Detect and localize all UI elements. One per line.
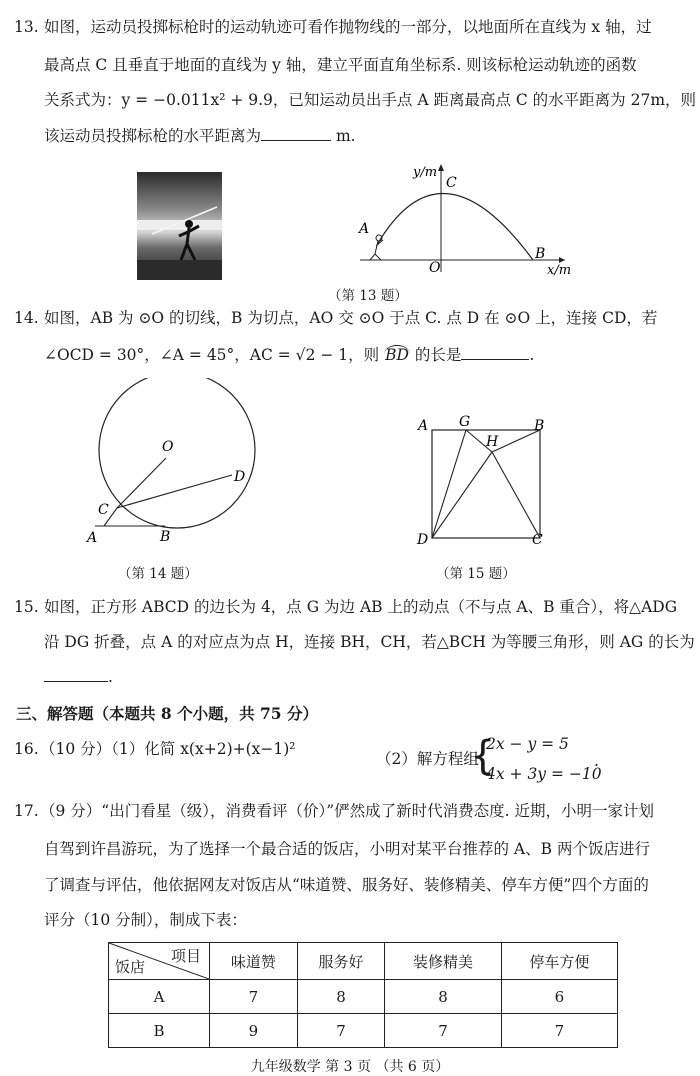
point-g-label: G (459, 414, 471, 430)
table-row (109, 1014, 618, 1048)
q17-line-4: 评分（10 分制），制成下表： (44, 911, 247, 929)
q13-line-4 (44, 125, 356, 147)
table-cell: 7 (385, 1014, 501, 1048)
table-header-row (109, 943, 618, 980)
q17-line-1: （9 分）“出门看星（级），消费看评（价）”俨然成了新时代消费态度. 近期，小明一家计划 (40, 802, 654, 820)
parabola-curve (377, 194, 533, 260)
q14-answer-blank[interactable] (461, 344, 529, 360)
table-header: 装修精美 (385, 943, 501, 980)
table-row (109, 980, 618, 1014)
equation-system-brace: { (470, 733, 496, 779)
q15-square-figure (410, 412, 560, 552)
q13-caption: （第 13 题） (328, 288, 408, 304)
q13-line-2: 最高点 C 且垂直于地面的直线为 y 轴，建立平面直角坐标系. 则该标枪运动轨迹的函数 (44, 56, 637, 74)
q14-line-2-tail: 的长是 (409, 346, 462, 364)
q13-number: 13. (14, 18, 39, 36)
q13-answer-blank[interactable] (261, 125, 331, 141)
corner-top-label: 项目 (170, 947, 201, 965)
point-b-label: B (160, 529, 171, 545)
q15-number: 15. (14, 598, 39, 616)
point-c-label: C (446, 175, 457, 191)
point-d-label: D (234, 469, 246, 485)
q14-line-2-text: ∠OCD = 30°，∠A = 45°，AC = √2 − 1，则 (44, 346, 385, 364)
q14-caption: （第 14 题） (118, 566, 198, 582)
q14-number: 14. (14, 309, 39, 327)
q16-equation-2: 4x + 3y = −10 (486, 765, 602, 783)
table-cell: 8 (385, 980, 501, 1014)
table-header: 停车方便 (501, 943, 617, 980)
q14-line-2 (44, 344, 534, 366)
q15-caption: （第 15 题） (436, 566, 516, 582)
point-c-label: C (98, 502, 109, 518)
table-header: 服务好 (297, 943, 385, 980)
section-heading: 三、解答题（本题共 8 个小题，共 75 分） (16, 704, 318, 723)
q13-line-4-text: 该运动员投掷标枪的水平距离为 (44, 127, 262, 145)
circle-o (99, 378, 255, 528)
q15-line-1: 如图，正方形 ABCD 的边长为 4，点 G 为边 AB 上的动点（不与点 A、B 重合），将△ADG (44, 598, 678, 616)
q15-period: . (108, 668, 113, 686)
point-d-label: D (417, 532, 429, 548)
q16-number: 16. (14, 740, 39, 758)
page-footer: 九年级数学 第 3 页 （共 6 页） (250, 1059, 450, 1075)
q14-line-1: 如图，AB 为 ⊙O 的切线，B 为切点，AO 交 ⊙O 于点 C. 点 D 在 ⊙O 上，连接 CD，若 (44, 309, 658, 327)
q15-answer-blank[interactable] (44, 666, 108, 682)
point-h-label: H (486, 434, 499, 450)
table-cell: 7 (501, 1014, 617, 1048)
point-a-label: A (359, 221, 370, 237)
q13-parabola-graph (355, 160, 575, 280)
q16-equation-1: 2x − y = 5 (486, 735, 569, 753)
table-corner-cell (109, 943, 210, 980)
row-label: A (109, 980, 210, 1014)
q14-circle-figure (80, 378, 280, 548)
table-cell: 6 (501, 980, 617, 1014)
q16-period: . (594, 752, 599, 770)
q13-line-3: 关系式为：y = −0.011x² + 9.9，已知运动员出手点 A 距离最高点 C 的水平距离为 27m，则 (44, 91, 697, 109)
table-cell: 9 (210, 1014, 298, 1048)
q15-line-2: 沿 DG 折叠，点 A 的对应点为点 H，连接 BH，CH，若△BCH 为等腰三角形，则 AG 的长为 (44, 633, 695, 651)
q17-line-3: 了调查与评估，他依据网友对饭店从“味道赞、服务好、装修精美、停车方便”四个方面的 (44, 876, 649, 894)
table-cell: 7 (297, 1014, 385, 1048)
x-axis-label: x/m (547, 263, 572, 278)
y-axis-label: y/m (413, 165, 438, 180)
arc-bd: BD (385, 346, 409, 364)
q16-part-2: （2）解方程组 (376, 750, 479, 768)
table-header: 味道赞 (210, 943, 298, 980)
corner-bottom-label: 饭店 (115, 958, 146, 976)
row-label: B (109, 1014, 210, 1048)
q13-line-1: 如图，运动员投掷标枪时的运动轨迹可看作抛物线的一部分，以地面所在直线为 x 轴，过 (44, 18, 652, 36)
point-a-label: A (418, 418, 429, 434)
table-cell: 7 (210, 980, 298, 1014)
q17-line-2: 自驾到许昌游玩，为了选择一个最合适的饭店，小明对某平台推荐的 A、B 两个饭店进行 (44, 840, 650, 858)
q16-part-1: （10 分）（1）化简 x(x+2)+(x−1)² (40, 740, 296, 758)
point-o-label: O (162, 439, 174, 455)
table-cell: 8 (297, 980, 385, 1014)
point-a-label: A (87, 530, 98, 546)
q15-line-3 (44, 666, 113, 688)
point-b-label: B (535, 246, 546, 262)
q14-period: . (529, 346, 535, 364)
point-c-label: C (532, 532, 543, 548)
javelin-photo (137, 172, 222, 280)
q13-unit: m. (331, 127, 356, 145)
rating-table (108, 942, 618, 1048)
point-b-label: B (534, 418, 545, 434)
origin-label: O (429, 260, 441, 276)
q17-number: 17. (14, 802, 39, 820)
